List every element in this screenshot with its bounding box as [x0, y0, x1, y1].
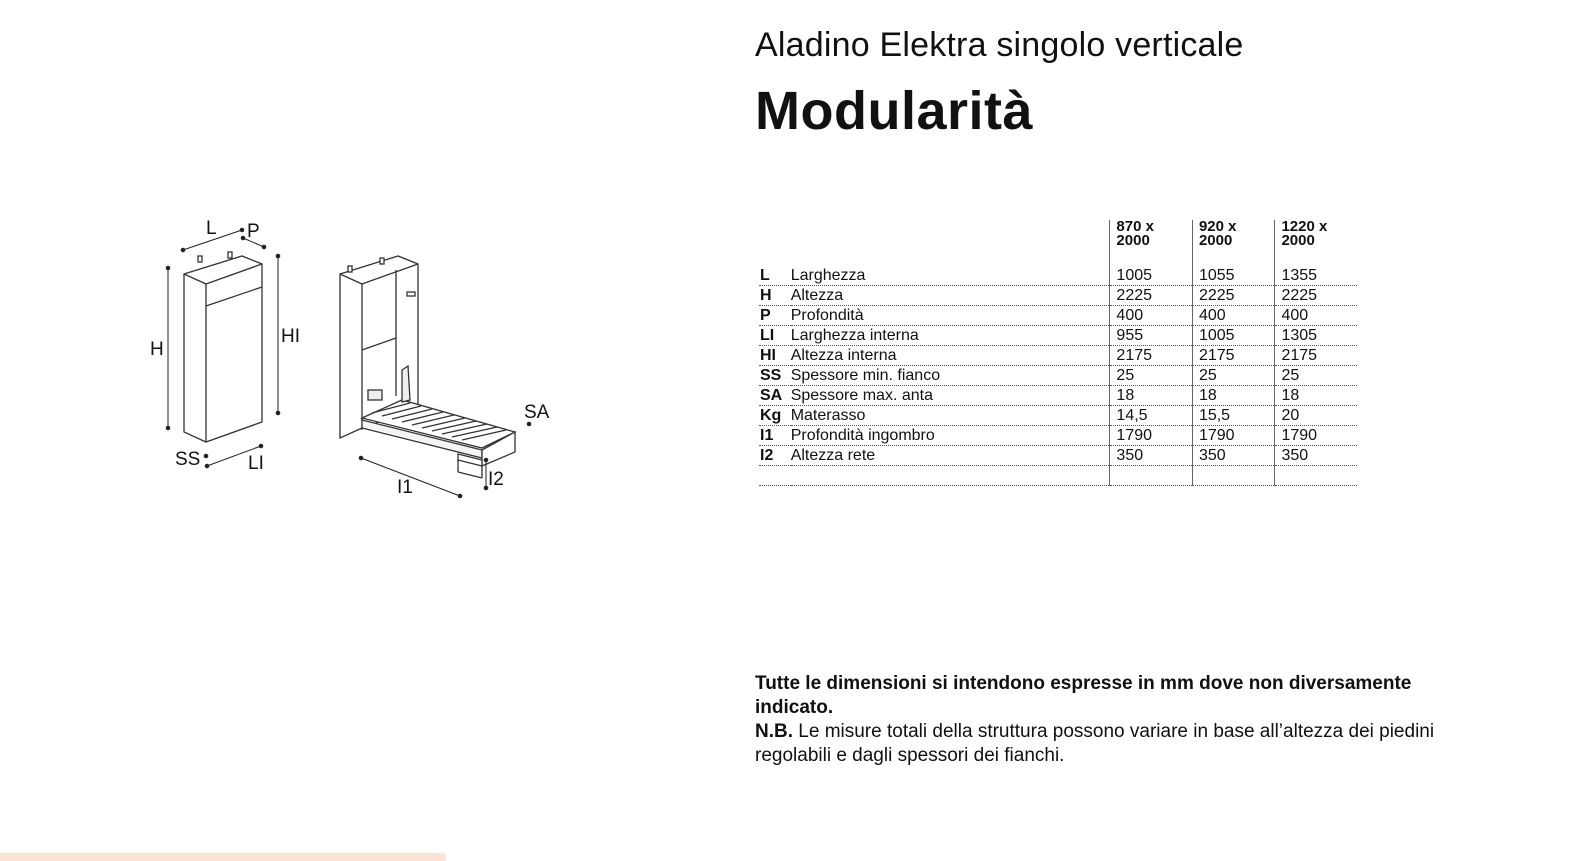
row-value: 1005 — [1192, 326, 1275, 346]
open-cabinet-drawing — [340, 256, 515, 478]
label-H: H — [150, 339, 164, 360]
dimensions-table — [759, 220, 1357, 486]
label-L: L — [206, 218, 217, 239]
label-I1: I1 — [397, 477, 413, 498]
table-spacer-row — [759, 466, 1357, 486]
table-row — [759, 426, 1357, 446]
label-SA: SA — [524, 402, 550, 423]
row-code: I2 — [759, 446, 791, 466]
empty-cell — [791, 466, 1110, 486]
table-row — [759, 386, 1357, 406]
header-blank — [759, 220, 791, 266]
table-row — [759, 406, 1357, 426]
technical-drawing — [140, 210, 570, 510]
row-value: 2175 — [1192, 346, 1275, 366]
row-value: 1790 — [1110, 426, 1193, 446]
row-value: 350 — [1192, 446, 1275, 466]
row-value: 350 — [1110, 446, 1193, 466]
table-row — [759, 306, 1357, 326]
row-code: I1 — [759, 426, 791, 446]
row-code: LI — [759, 326, 791, 346]
bottom-accent-bar — [0, 853, 446, 861]
table-row — [759, 326, 1357, 346]
row-label: Larghezza interna — [791, 326, 1110, 346]
product-subtitle: Aladino Elektra singolo verticale — [755, 26, 1244, 64]
row-code: HI — [759, 346, 791, 366]
dimensions-note — [755, 672, 1435, 768]
row-value: 2225 — [1192, 286, 1275, 306]
nb-label: N.B. — [755, 721, 793, 742]
row-code: SA — [759, 386, 791, 406]
row-value: 25 — [1275, 366, 1357, 386]
row-value: 1055 — [1192, 266, 1275, 286]
row-value: 2175 — [1110, 346, 1193, 366]
row-code: L — [759, 266, 791, 286]
empty-cell — [1275, 466, 1357, 486]
note-units: Tutte le dimensioni si intendono espresse in mm dove non diversamente indicato. — [755, 673, 1412, 718]
row-label: Altezza interna — [791, 346, 1110, 366]
row-value: 2175 — [1275, 346, 1357, 366]
row-value: 1790 — [1275, 426, 1357, 446]
table-row — [759, 366, 1357, 386]
row-label: Spessore max. anta — [791, 386, 1110, 406]
table-row — [759, 446, 1357, 466]
row-value: 15,5 — [1192, 406, 1275, 426]
row-label: Materasso — [791, 406, 1110, 426]
label-I2: I2 — [488, 469, 504, 490]
label-SS: SS — [175, 449, 201, 470]
row-value: 18 — [1275, 386, 1357, 406]
row-value: 25 — [1110, 366, 1193, 386]
row-value: 400 — [1110, 306, 1193, 326]
row-value: 1355 — [1275, 266, 1357, 286]
header-blank — [791, 220, 1110, 266]
row-code: P — [759, 306, 791, 326]
column-header-1220 — [1275, 220, 1357, 266]
empty-cell — [759, 466, 791, 486]
row-label: Profondità ingombro — [791, 426, 1110, 446]
page-title: Modularità — [755, 81, 1034, 141]
row-value: 1005 — [1110, 266, 1193, 286]
column-header-label: 870 x 2000 — [1116, 218, 1154, 249]
note-nb — [755, 720, 1435, 768]
row-value: 25 — [1192, 366, 1275, 386]
column-header-870 — [1110, 220, 1193, 266]
row-value: 20 — [1275, 406, 1357, 426]
row-code: SS — [759, 366, 791, 386]
empty-cell — [1192, 466, 1275, 486]
column-header-920 — [1192, 220, 1275, 266]
nb-text: Le misure totali della struttura possono variare in base all’altezza dei piedini regolabili e dagli spessori dei fianchi. — [755, 721, 1435, 766]
table-row — [759, 286, 1357, 306]
row-value: 350 — [1275, 446, 1357, 466]
row-value: 14,5 — [1110, 406, 1193, 426]
label-LI: LI — [248, 453, 264, 474]
row-label: Spessore min. fianco — [791, 366, 1110, 386]
row-value: 955 — [1110, 326, 1193, 346]
row-value: 1790 — [1192, 426, 1275, 446]
row-code: H — [759, 286, 791, 306]
row-label: Altezza rete — [791, 446, 1110, 466]
row-value: 2225 — [1110, 286, 1193, 306]
row-value: 18 — [1192, 386, 1275, 406]
row-value: 18 — [1110, 386, 1193, 406]
table-header-row — [759, 220, 1357, 266]
closed-cabinet-drawing — [184, 252, 262, 442]
empty-cell — [1110, 466, 1193, 486]
row-value: 2225 — [1275, 286, 1357, 306]
row-value: 400 — [1275, 306, 1357, 326]
table-row — [759, 266, 1357, 286]
row-label: Larghezza — [791, 266, 1110, 286]
label-P: P — [247, 221, 260, 242]
label-HI: HI — [281, 326, 300, 347]
row-value: 400 — [1192, 306, 1275, 326]
row-code: Kg — [759, 406, 791, 426]
row-label: Profondità — [791, 306, 1110, 326]
row-label: Altezza — [791, 286, 1110, 306]
row-value: 1305 — [1275, 326, 1357, 346]
column-header-label: 920 x 2000 — [1198, 218, 1237, 249]
column-header-label: 1220 x 2000 — [1281, 218, 1328, 249]
table-row — [759, 346, 1357, 366]
